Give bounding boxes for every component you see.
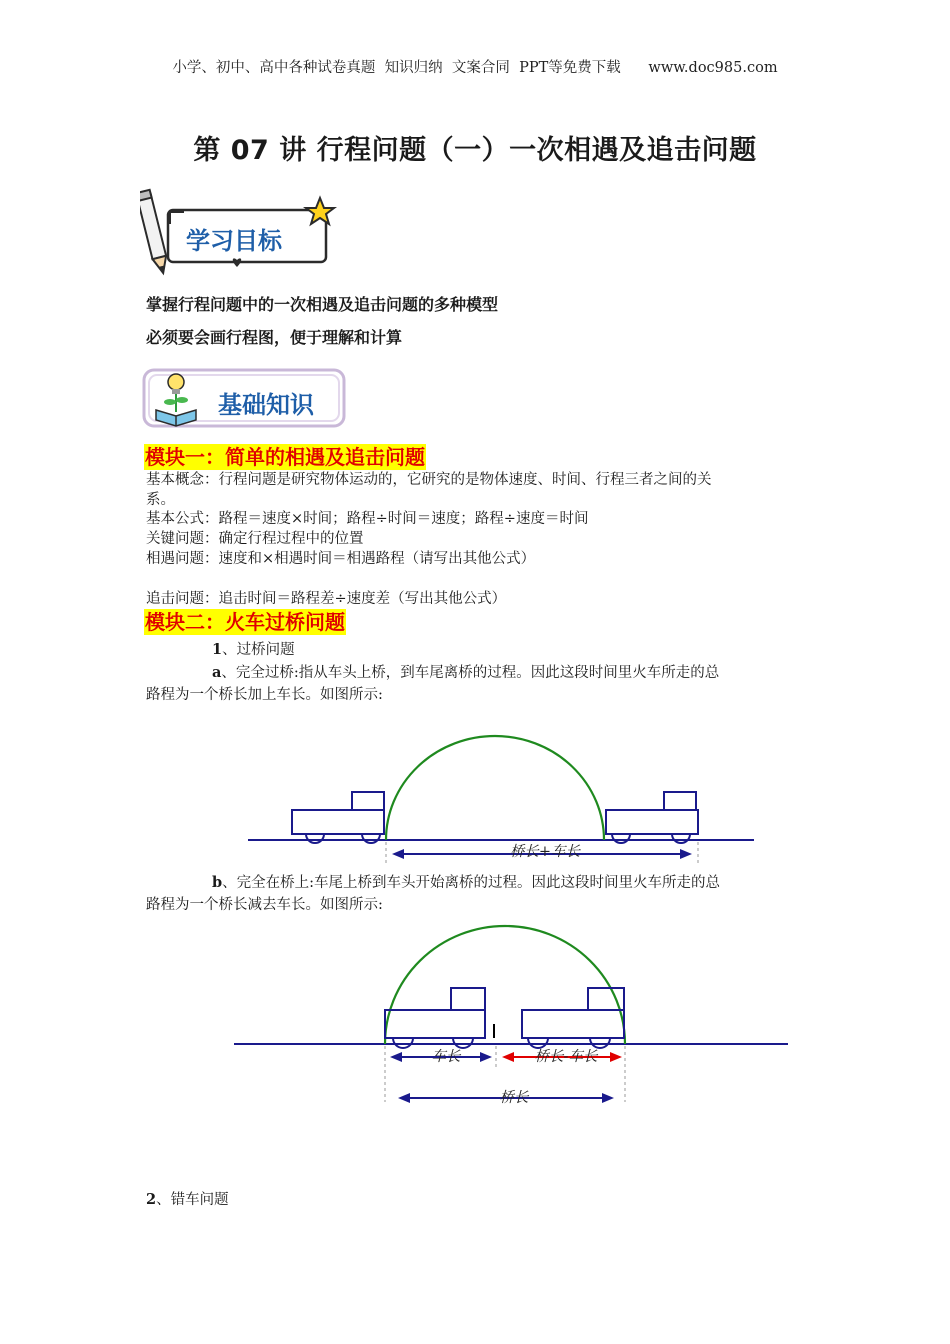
module1-formula: 基本公式：路程＝速度×时间；路程÷时间＝速度；路程÷速度＝时间 (146, 511, 589, 527)
goals-badge (140, 188, 340, 278)
b-line-2: 路程为一个桥长减去车长。如图所示: (146, 897, 383, 913)
truck-left (292, 792, 384, 843)
figure-on-bridge (228, 918, 794, 1108)
page-title: 第 07 讲 行程问题（一）一次相遇及追击问题 (193, 135, 757, 166)
fig2-car-label: 车长 (431, 1049, 461, 1065)
goals-badge-label: 学习目标 (186, 227, 282, 255)
site-header (0, 56, 950, 77)
fig2-bridge-label: 桥长 (499, 1090, 529, 1106)
basics-badge-label: 基础知识 (218, 391, 314, 419)
item2-num: 2 (146, 1191, 157, 1208)
item1-text: 、过桥问题 (222, 642, 295, 658)
b-line-1 (212, 871, 812, 895)
bridge-arc (386, 736, 604, 840)
header-text: 小学、初中、高中各种试卷真题 知识归纳 文案合同 PPT等免费下载 (172, 60, 621, 76)
b-line-1-text: 、完全在桥上:车尾上桥到车头开始离桥的过程。因此这段时间里火车所走的总 (222, 875, 721, 891)
module1-heading: 模块一：简单的相遇及追击问题 (145, 445, 425, 469)
goal-line-2: 必须要会画行程图，便于理解和计算 (146, 328, 403, 347)
module1-concept-2: 系。 (146, 492, 175, 508)
truck-left-2 (385, 988, 485, 1048)
module1-concept-1: 基本概念：行程问题是研究物体运动的，它研究的是物体速度、时间、行程三者之间的关 (146, 472, 712, 488)
module1-meet: 相遇问题：速度和×相遇时间＝相遇路程（请写出其他公式） (146, 551, 536, 567)
a-label: a (212, 664, 222, 681)
fig2-diff-label: 桥长-车长 (534, 1049, 598, 1065)
a-line-1-text: 、完全过桥:指从车头上桥，到车尾离桥的过程。因此这段时间里火车所走的总 (221, 665, 720, 681)
item2-title (146, 1188, 810, 1212)
item1-num: 1 (212, 641, 223, 658)
a-line-1 (212, 661, 812, 685)
fig1-label: 桥长+车长 (509, 844, 581, 860)
item2-text: 、错车问题 (156, 1192, 229, 1208)
basics-badge (140, 366, 350, 432)
item1-title (212, 638, 876, 662)
module2-heading: 模块二：火车过桥问题 (145, 610, 345, 634)
truck-right-2 (522, 988, 624, 1048)
goal-line-1: 掌握行程问题中的一次相遇及追击问题的多种模型 (146, 295, 499, 314)
a-line-2: 路程为一个桥长加上车长。如图所示: (146, 687, 383, 703)
truck-right (606, 792, 698, 843)
header-site: www.doc985.com (648, 60, 778, 76)
module1-key: 关键问题：确定行程过程中的位置 (146, 531, 364, 547)
module1-chase: 追击问题：追击时间＝路程差÷速度差（写出其他公式） (146, 591, 507, 607)
bridge-arc-2 (385, 926, 625, 1044)
figure-full-crossing (240, 720, 760, 870)
b-label: b (212, 874, 223, 891)
